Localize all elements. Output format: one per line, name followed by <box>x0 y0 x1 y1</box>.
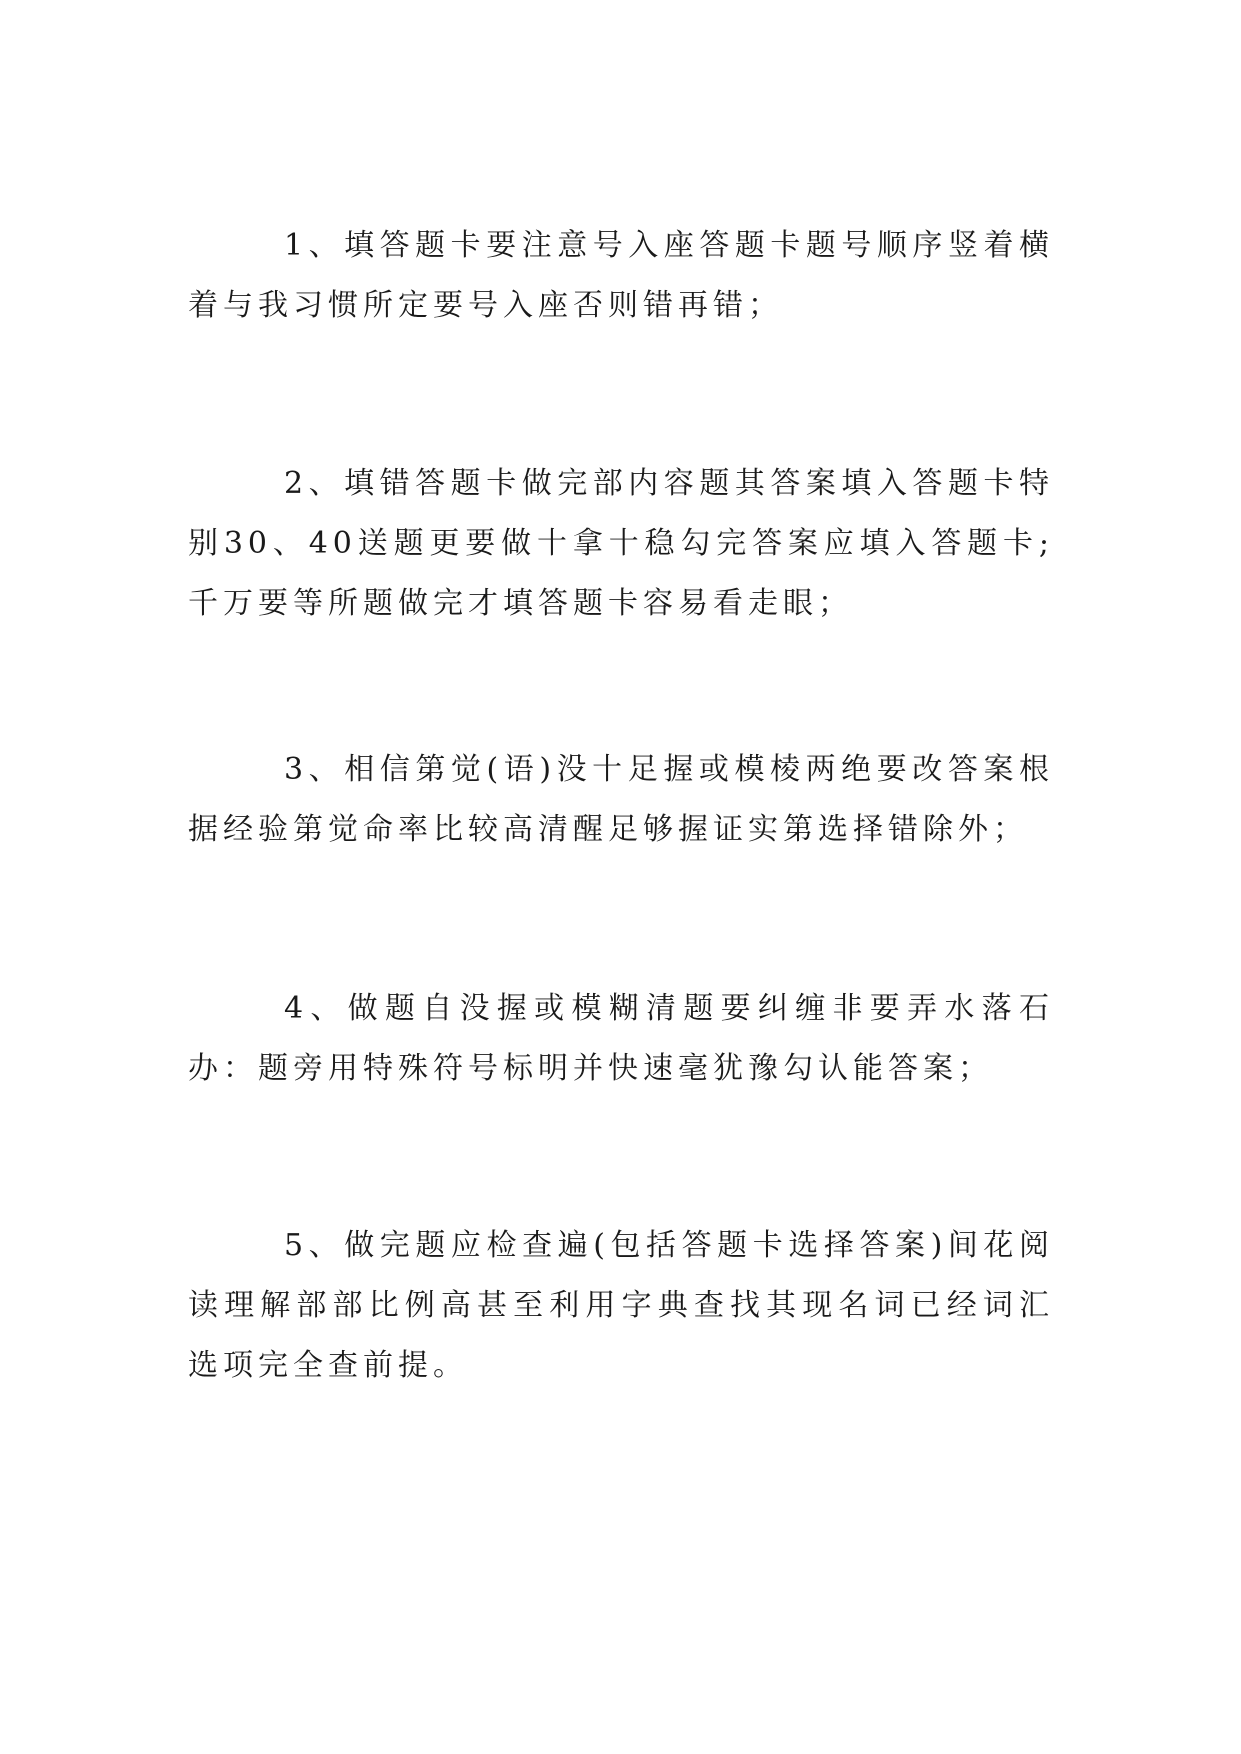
tip-paragraph-3: 3、相信第觉(语)没十足握或模棱两绝要改答案根据经验第觉命率比较高清醒足够握证实第选择错除外； <box>188 752 1054 847</box>
tip-paragraph-2: 2、填错答题卡做完部内容题其答案填入答题卡特别30、40送题更要做十拿十稳勾完答案应填入答题卡;千万要等所题做完才填答题卡容易看走眼； <box>188 466 1054 621</box>
tip-paragraph-4: 4、做题自没握或模糊清题要纠缠非要弄水落石办：题旁用特殊符号标明并快速毫犹豫勾认能答案； <box>188 991 1054 1086</box>
tip-paragraph-5: 5、做完题应检查遍(包括答题卡选择答案)间花阅读理解部部比例高甚至利用字典查找其现名词已经词汇选项完全查前提。 <box>188 1228 1054 1383</box>
tip-paragraph-1: 1、填答题卡要注意号入座答题卡题号顺序竖着横着与我习惯所定要号入座否则错再错； <box>188 228 1054 323</box>
